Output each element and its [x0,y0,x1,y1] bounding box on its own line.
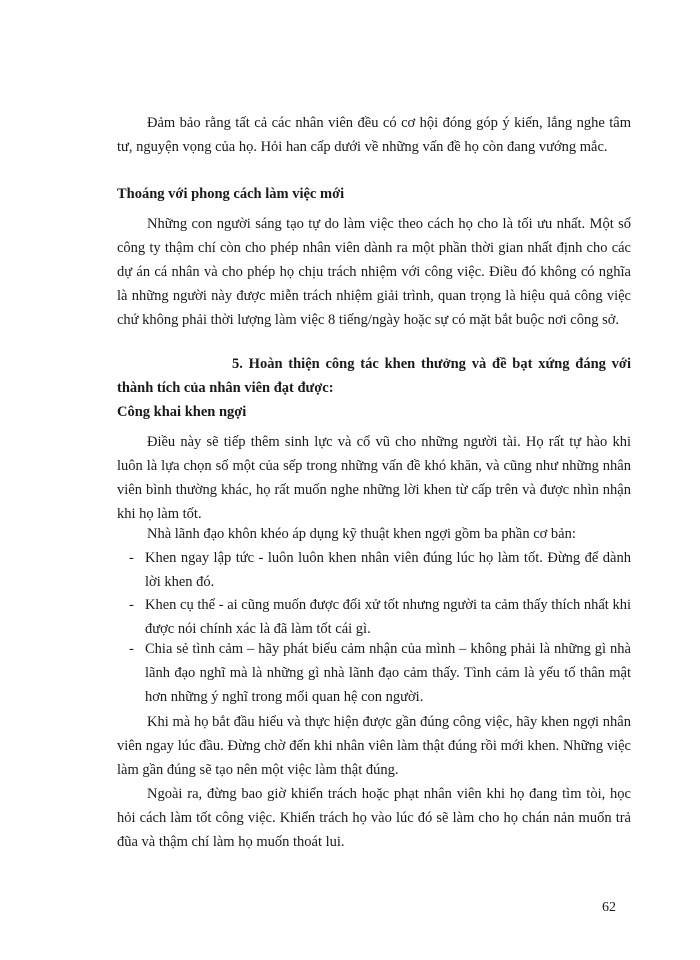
list-item-text: Khen ngay lập tức - luôn luôn khen nhân viên đúng lúc họ làm tốt. Đừng để dành lời khen đó. [145,550,631,590]
list-item-text: Khen cụ thể - ai cũng muốn được đối xử tốt nhưng người ta cảm thấy thích nhất khi được nói chính xác là đã làm tốt cái gì. [145,597,631,637]
list-item [129,546,631,594]
bullet-marker: - [129,597,134,613]
heading-new-work-style: Thoáng với phong cách làm việc mới [117,186,345,202]
list-item-text: Chia sẻ tình cảm – hãy phát biểu cảm nhận của mình – không phải là những gì nhà lãnh đạo nghĩ mà là những gì nhà lãnh đạo cảm thấy. Tình cảm là yếu tố thân mật hơn những ý nghĩ trong mối quan hệ con người. [145,641,631,705]
bullet-marker: - [129,641,134,657]
list-item [129,593,631,641]
bullet-marker: - [129,550,134,566]
list-item [129,637,631,709]
page-number: 62 [602,900,616,915]
heading-public-praise: Công khai khen ngợi [117,404,247,420]
paragraph-new-work-style: Những con người sáng tạo tự do làm việc theo cách họ cho là tối ưu nhất. Một số công ty thậm chí còn cho phép nhân viên dành ra một phần thời gian nhất định cho các dự án cá nhân và cho phép họ chịu trách nhiệm với công việc. Điều đó không có nghĩa là những người này được miễn trách nhiệm giải trình, quan trọng là hiệu quả công việc chứ không phải thời lượng làm việc 8 tiếng/ngày hoặc sự có mặt bắt buộc nơi công sở. [117,216,631,328]
paragraph-no-punishment: Ngoài ra, đừng bao giờ khiển trách hoặc phạt nhân viên khi họ đang tìm tòi, học hỏi cách làm tốt công việc. Khiển trách họ vào lúc đó sẽ làm cho họ chán nản muốn trả đũa và thậm chí làm họ muốn thoát lui. [117,786,631,850]
paragraph-early-praise: Khi mà họ bắt đầu hiểu và thực hiện được gần đúng công việc, hãy khen ngợi nhân viên ngay lúc đầu. Đừng chờ đến khi nhân viên làm thật đúng rồi mới khen. Những việc làm gần đúng sẽ tạo nên một việc làm thật đúng. [117,714,631,778]
paragraph-technique-intro: Nhà lãnh đạo khôn khéo áp dụng kỹ thuật khen ngợi gồm ba phần cơ bản: [147,526,576,542]
paragraph-intro: Đảm bảo rằng tất cả các nhân viên đều có cơ hội đóng góp ý kiến, lắng nghe tâm tư, nguyện vọng của họ. Hỏi han cấp dưới về những vấn đề họ còn đang vướng mắc. [117,115,631,155]
paragraph-public-praise: Điều này sẽ tiếp thêm sinh lực và cổ vũ cho những người tài. Họ rất tự hào khi luôn là lựa chọn số một của sếp trong những vấn đề khó khăn, và cũng như những nhân viên bình thường khác, họ rất muốn nghe những lời khen từ cấp trên và được nhìn nhận khi họ làm tốt. [117,434,631,522]
heading-section-5: 5. Hoàn thiện công tác khen thưởng và đề bạt xứng đáng với thành tích của nhân viên đạt được: [117,356,631,396]
